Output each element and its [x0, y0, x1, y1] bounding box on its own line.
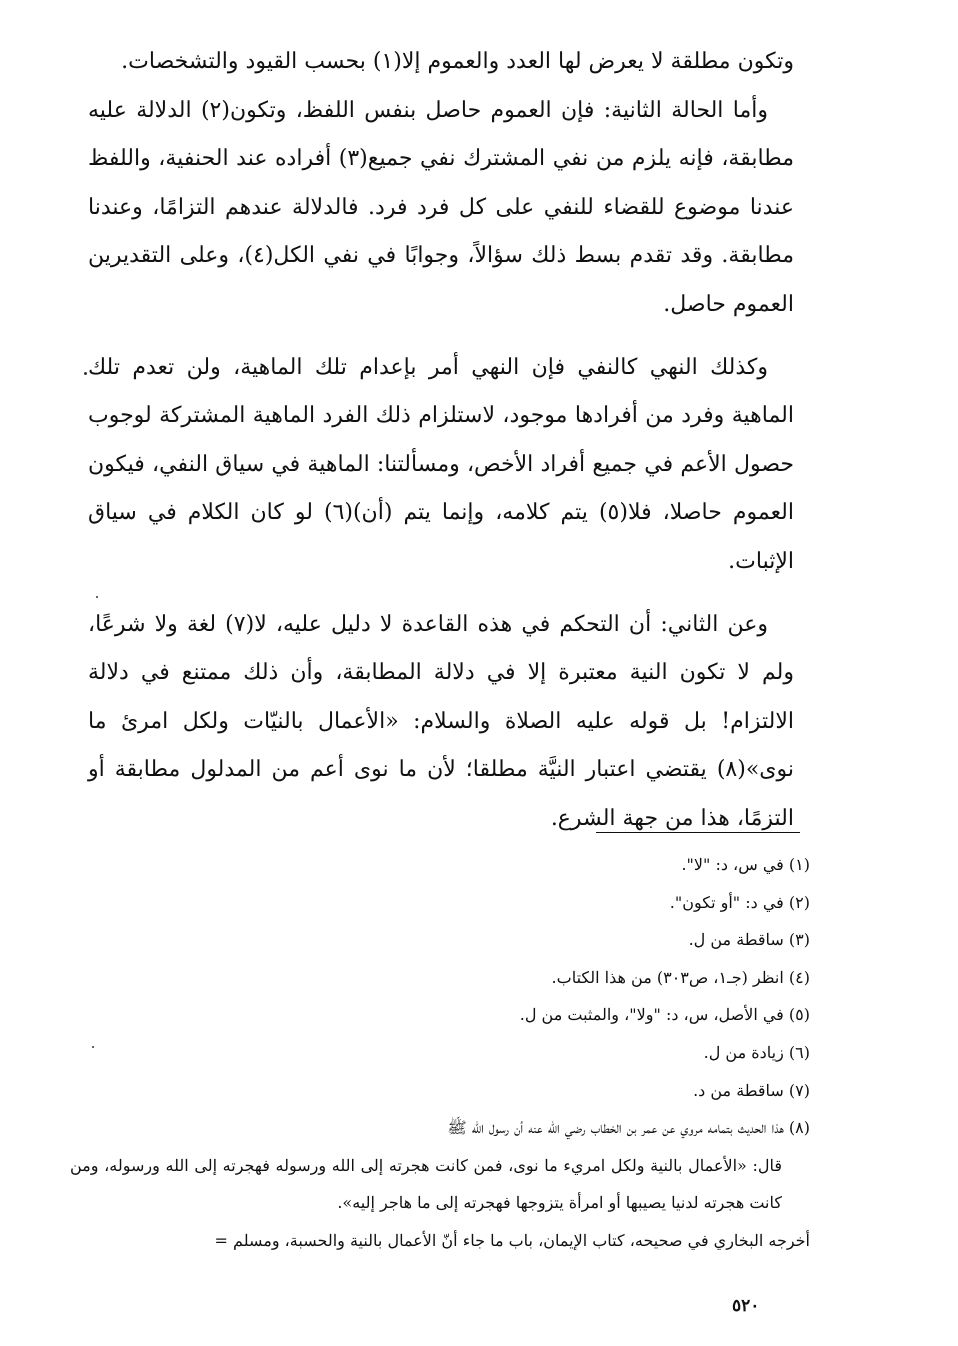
paragraph-3-text: وكذلك النهي كالنفي فإن النهي أمر بإعدام تلك الماهية، ولن تعدم تلك الماهية وفرد من أفرادها موجود، لاستلزام ذلك الفرد الماهية المشتركة لوجوب حصول الأعم في جميع أفراد الأخص، ومسألتنا: الماهية في سياق النفي، فيكون العموم حاصلا، فلا(٥) يتم كلامه، وإنما يتم (أن)(٦) لو كان الكلام في سياق الإثبات. [88, 354, 794, 574]
footnote-2: (٢) في د: "أو تكون". [669, 892, 810, 912]
footnote-3: (٣) ساقطة من ل. [688, 930, 810, 950]
footnote-8-source: أخرجه البخاري في صحيحه، كتاب الإيمان، باب ما جاء أنّ الأعمال بالنية والحسبة، ومسلم = [214, 1230, 810, 1250]
scan-speck [84, 372, 87, 375]
paragraph-4-text: وعن الثاني: أن التحكم في هذه القاعدة لا دليل عليه، لا(٧) لغة ولا شرعًا، ولم لا تكون النية معتبرة إلا في دلالة المطابقة، وأن ذلك ممتنع في دلالة الالتزام! بل قوله عليه الصلاة والسلام: «الأعمال بالنيّات ولكل امرئ ما نوى»(٨) يقتضي اعتبار النيَّة مطلقا؛ لأن ما نوى أعم من المدلول مطابقة أو التزمًا، هذا من جهة الشرع. [88, 611, 794, 831]
footnote-8-head: (٨) هذا الحديث بتمامه مروي عن عمر بن الخطاب رضي الله عنه أن رسول الله ﷺ [447, 1118, 810, 1138]
footnote-5: (٥) في الأصل، س، د: "ولا"، والمثبت من ل. [519, 1005, 810, 1025]
footnote-4: (٤) انظر (جـ١، ص٣٠٣) من هذا الكتاب. [551, 967, 810, 987]
scan-speck [92, 1046, 94, 1048]
footnote-8 [70, 1109, 810, 1259]
footnote-1: (١) في س، د: "لا". [681, 855, 810, 874]
footnote-8-continuation: قال: «الأعمال بالنية ولكل امريء ما نوى، فمن كانت هجرته إلى الله ورسوله فهجرته إلى الله ورسوله، ومن كانت هجرته لدنيا يصيبها أو امرأة يتزوجها فهجرته إلى ما هاجر إليه». [70, 1155, 782, 1213]
paragraph-1: وتكون مطلقة لا يعرض لها العدد والعموم إلا(١) بحسب القيود والتشخصات. [121, 49, 794, 74]
footnote-6: (٦) زيادة من ل. [703, 1042, 810, 1062]
paragraph-2-text: وأما الحالة الثانية: فإن العموم حاصل بنفس اللفظ، وتكون(٢) الدلالة عليه مطابقة، فإنه يلزم من نفي المشترك نفي جميع(٣) أفراده عند الحنفية، واللفظ عندنا موضوع للقضاء للنفي على كل فرد فرد. فالدلالة عندهم التزامًا، وعندنا مطابقة. وقد تقدم بسط ذلك سؤالاً، وجوابًا في نفي الكل(٤)، وعلى التقديرين العموم حاصل. [88, 97, 795, 317]
paragraph-3 [88, 344, 794, 587]
paragraph-2 [88, 87, 794, 330]
footnote-separator [596, 832, 800, 833]
main-text [88, 38, 794, 844]
page-number: ٥٢٠ [732, 1296, 760, 1316]
footnotes [70, 846, 810, 1260]
footnote-7: (٧) ساقطة من د. [693, 1080, 810, 1100]
scan-speck [96, 596, 98, 598]
paragraph-4 [88, 601, 794, 844]
